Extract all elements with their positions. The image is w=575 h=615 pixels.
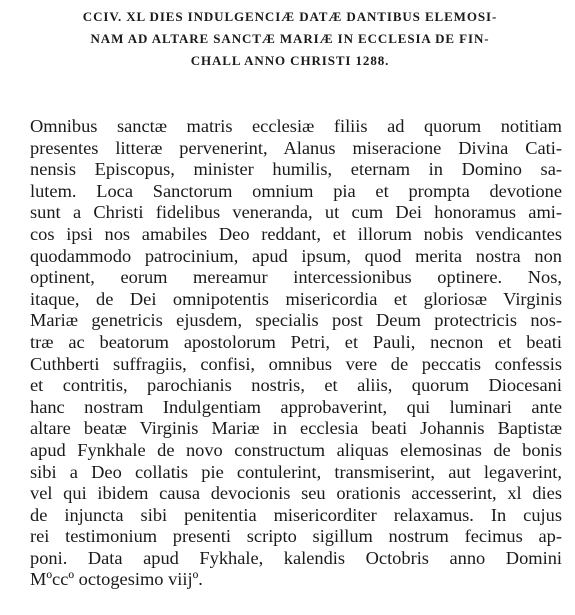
text-line: optinent, eorum mereamur intercessionibus optinere. Nos, (30, 267, 562, 288)
text-line: sunt a Christi fidelibus veneranda, ut cum Dei honoramus ami- (30, 202, 562, 223)
text-line: apud Fynkhale de novo constructum aliquas elemosinas de bonis (30, 439, 562, 460)
text-line: quodammodo patrocinium, apud ipsum, quod merita nostra non (30, 245, 562, 266)
text-line: nensis Episcopus, minister humilis, eternam in Domino sa- (30, 159, 562, 180)
heading-line: CHALL ANNO CHRISTI 1288. (190, 53, 390, 68)
charter-text (30, 116, 562, 591)
text-line: et contritis, parochianis nostris, et aliis, quorum Diocesani (30, 375, 562, 396)
text-line: Cuthberti suffragiis, confisi, omnibus vere de peccatis confessis (30, 353, 562, 374)
text-line: træ ac beatorum apostolorum Petri, et Pauli, necnon et beati (30, 331, 562, 352)
text-line: hanc nostram Indulgentiam approbaverint, qui luminari ante (30, 396, 562, 417)
charter-heading (26, 6, 554, 72)
text-line: presentes litteræ pervenerint, Alanus miseracione Divina Cati- (30, 137, 562, 158)
text-line: itaque, de Dei omnipotentis misericordia et gloriosæ Virginis (30, 288, 562, 309)
text-line: altare beatæ Virginis Mariæ in ecclesia beati Johannis Baptistæ (30, 418, 562, 439)
text-line: rei testimonium presenti scripto sigillum nostrum fecimus ap- (30, 526, 562, 547)
text-line: cos ipsi nos amabiles Deo reddant, et illorum nobis vendicantes (30, 223, 562, 244)
text-line: Mºccº octogesimo viijº. (30, 569, 203, 590)
heading-line: NAM AD ALTARE SANCTÆ MARIÆ IN ECCLESIA DE FIN- (90, 31, 490, 46)
text-line: vel qui ibidem causa devocionis seu orationis accesserint, xl dies (30, 483, 562, 504)
text-line: lutem. Loca Sanctorum omnium pia et prompta devotione (30, 180, 562, 201)
text-line: de injuncta sibi penitentia misericorditer relaxamus. In cujus (30, 504, 562, 525)
heading-line: CCIV. XL DIES INDULGENCIÆ DATÆ DANTIBUS ELEMOSI- (82, 9, 498, 24)
text-line: Omnibus sanctæ matris ecclesiæ filiis ad quorum notitiam (30, 116, 562, 136)
text-line: sibi a Deo collatis pie contulerint, transmiserint, aut legaverint, (30, 461, 562, 482)
text-line: Mariæ genetricis ejusdem, specialis post Deum protectricis nos- (30, 310, 562, 331)
text-line: poni. Data apud Fykhale, kalendis Octobris anno Domini (30, 547, 562, 568)
